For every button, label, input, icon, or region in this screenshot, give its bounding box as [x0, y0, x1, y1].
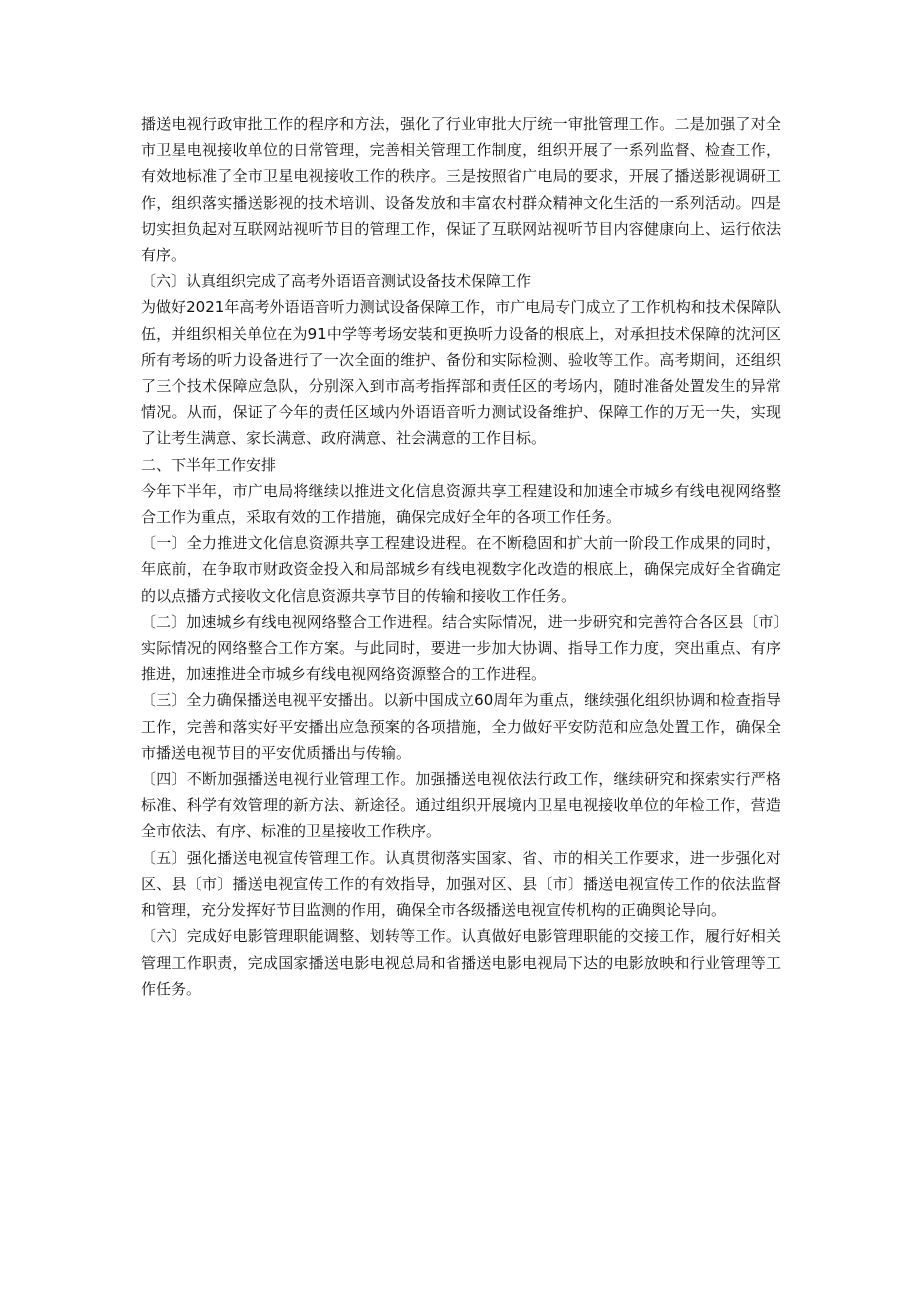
heading-exam-equipment: 〔六〕认真组织完成了高考外语语音测试设备技术保障工作 [141, 272, 532, 291]
heading-second-half-plan: 二、下半年工作安排 [141, 455, 277, 474]
paragraph-plan-2: 〔二〕加速城乡有线电视网络整合工作进程。结合实际情况，进一步研究和完善符合各区县〔市〕实际情况的网络整合工作方案。与此同时，要进一步加大协调、指导工作力度，突出重点、有序推进，加速推进全市城乡有线电视网络资源整合的工作进程。 [141, 612, 781, 684]
paragraph-plan-1: 〔一〕全力推进文化信息资源共享工程建设进程。在不断稳固和扩大前一阶段工作成果的同时，年底前，在争取市财政资金投入和局部城乡有线电视数字化改造的根底上，确保完成好全省确定的以点播方式接收文化信息资源共享节目的传输和接收工作任务。 [141, 534, 781, 605]
paragraph-plan-intro: 今年下半年，市广电局将继续以推进文化信息资源共享工程建设和加速全市城乡有线电视网络整合工作为重点，采取有效的工作措施，确保完成好全年的各项工作任务。 [141, 481, 781, 527]
paragraph-plan-4: 〔四〕不断加强播送电视行业管理工作。加强播送电视依法行政工作，继续研究和探索实行严格标准、科学有效管理的新方法、新途径。通过组织开展境内卫星电视接收单位的年检工作，营造全市依法、有序、标准的卫星接收工作秩序。 [141, 770, 781, 841]
document-page [141, 111, 781, 1002]
paragraph-plan-3: 〔三〕全力确保播送电视平安播出。以新中国成立60周年为重点，继续强化组织协调和检查指导工作，完善和落实好平安播出应急预案的各项措施，全力做好平安防范和应急处置工作，确保全市播送电视节目的平安优质播出与传输。 [141, 691, 781, 762]
paragraph-exam-equipment: 为做好2021年高考外语语音听力测试设备保障工作，市广电局专门成立了工作机构和技术保障队伍，并组织相关单位在为91中学等考场安装和更换听力设备的根底上，对承担技术保障的沈河区所有考场的听力设备进行了一次全面的维护、备份和实际检测、验收等工作。高考期间，还组织了三个技术保障应急队，分别深入到市高考指挥部和责任区的考场内，随时准备处置发生的异常情况。从而，保证了今年的责任区域内外语语音听力测试设备维护、保障工作的万无一失，实现了让考生满意、家长满意、政府满意、社会满意的工作目标。 [141, 298, 781, 448]
paragraph-plan-5: 〔五〕强化播送电视宣传管理工作。认真贯彻落实国家、省、市的相关工作要求，进一步强化对区、县〔市〕播送电视宣传工作的有效指导，加强对区、县〔市〕播送电视宣传工作的依法监督和管理，充分发挥好节目监测的作用，确保全市各级播送电视宣传机构的正确舆论导向。 [141, 848, 781, 920]
paragraph-approval-work: 播送电视行政审批工作的程序和方法，强化了行业审批大厅统一审批管理工作。二是加强了对全市卫星电视接收单位的日常管理，完善相关管理工作制度，组织开展了一系列监督、检查工作，有效地标准了全市卫星电视接收工作的秩序。三是按照省广电局的要求，开展了播送影视调研工作，组织落实播送影视的技术培训、设备发放和丰富农村群众精神文化生活的一系列活动。四是切实担负起对互联网站视听节目的管理工作，保证了互联网站视听节目内容健康向上、运行依法有序。 [141, 115, 781, 265]
paragraph-plan-6: 〔六〕完成好电影管理职能调整、划转等工作。认真做好电影管理职能的交接工作，履行好相关管理工作职责，完成国家播送电影电视总局和省播送电影电视局下达的电影放映和行业管理等工作任务。 [141, 927, 781, 998]
